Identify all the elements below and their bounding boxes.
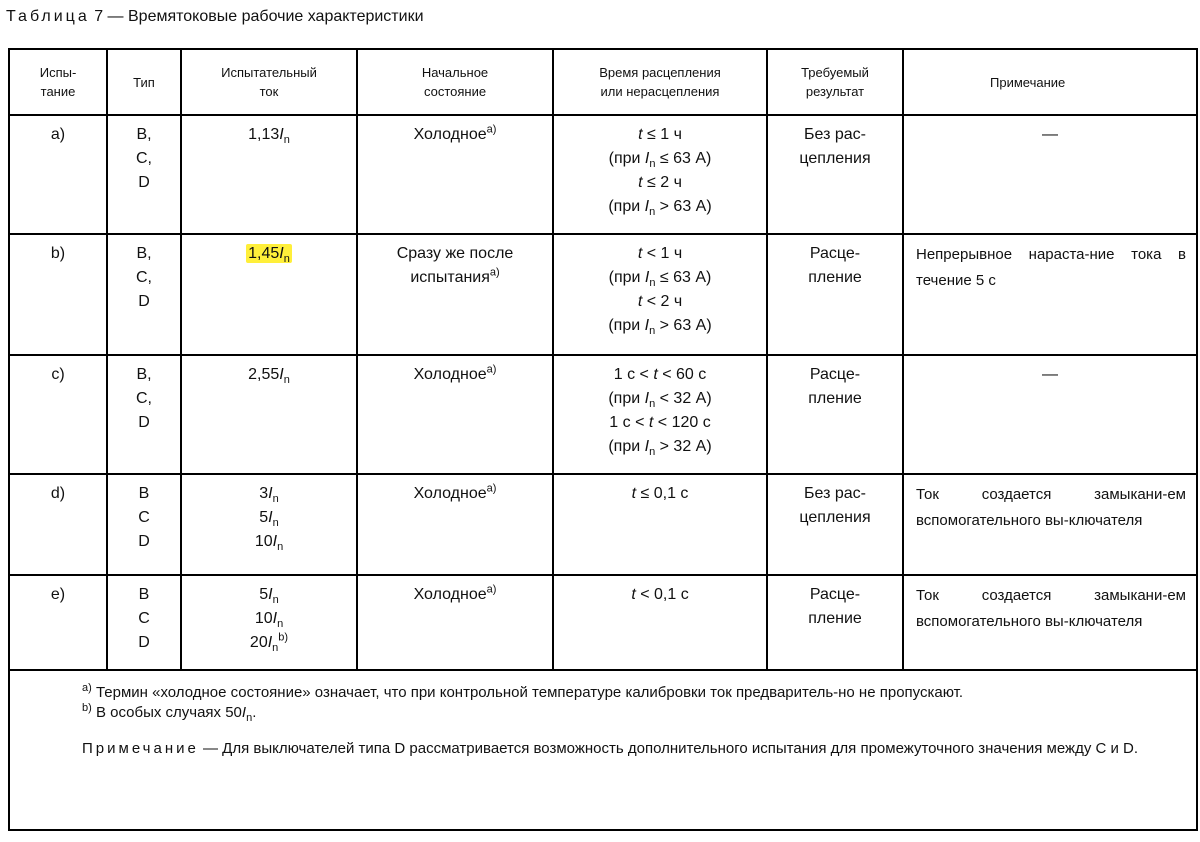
- table-note: Примечание — Для выключателей типа D рассматривается возможность дополнительного испытания для промежуточного значения между C и D.: [82, 740, 1139, 757]
- table-caption: [6, 8, 424, 26]
- current-cell: [181, 115, 357, 234]
- note-cell: —: [903, 355, 1197, 474]
- result-cell: Расце- пление: [767, 575, 903, 670]
- state-cell: Холодное$^{a)}$: [357, 355, 553, 474]
- header-type: Тип: [107, 49, 181, 115]
- caption-title: Времятоковые рабочие характеристики: [128, 8, 424, 25]
- current-cell: [181, 355, 357, 474]
- result-cell: Без рас- цепления: [767, 115, 903, 234]
- header-time: Время расцепления или нерасцепления: [553, 49, 767, 115]
- test-cell: d): [9, 474, 107, 575]
- table-row: [9, 115, 1197, 234]
- current-cell: $5I_n$ $10I_n$ $20I_n^{b)}$: [181, 575, 357, 670]
- table-row: [9, 474, 1197, 575]
- table-row: [9, 355, 1197, 474]
- current-value: $2,55I_n$: [248, 366, 290, 387]
- type-cell: B, C, D: [107, 115, 181, 234]
- test-cell: e): [9, 575, 107, 670]
- state-cell: Холодное$^{a)}$: [357, 575, 553, 670]
- footnotes-row: [9, 670, 1197, 830]
- type-cell: B C D: [107, 575, 181, 670]
- state-cell: Сразу же после испытания$^{a)}$: [357, 234, 553, 355]
- time-cell: t < 1 ч (при $I_n \le 63$ А) t < 2 ч (при $I_n > 63$ А): [553, 234, 767, 355]
- time-cell: 1 с < t < 60 с (при $I_n < 32$ А) 1 с < t < 120 с (при $I_n > 32$ А): [553, 355, 767, 474]
- result-cell: Расце- пление: [767, 234, 903, 355]
- current-value: $1,13I_n$: [248, 126, 290, 147]
- state-cell: Холодное$^{a)}$: [357, 115, 553, 234]
- caption-label: Таблица: [6, 8, 90, 25]
- type-cell: B, C, D: [107, 234, 181, 355]
- result-cell: Без рас- цепления: [767, 474, 903, 575]
- header-note: Примечание: [903, 49, 1197, 115]
- time-cell: t < 0,1 с: [553, 575, 767, 670]
- current-cell: $3I_n$ $5I_n$ $10I_n$: [181, 474, 357, 575]
- time-cell: t ≤ 0,1 с: [553, 474, 767, 575]
- type-cell: B, C, D: [107, 355, 181, 474]
- state-cell: Холодное$^{a)}$: [357, 474, 553, 575]
- test-cell: a): [9, 115, 107, 234]
- current-cell: [181, 234, 357, 355]
- header-test: Испы- тание: [9, 49, 107, 115]
- time-cell: t ≤ 1 ч (при $I_n \le 63$ А) t ≤ 2 ч (при $I_n > 63$ А): [553, 115, 767, 234]
- note-cell: Ток создается замыкани-ем вспомогательного вы-ключателя: [903, 575, 1197, 670]
- caption-dash: —: [107, 8, 124, 25]
- note-cell: Непрерывное нараста-ние тока в течение 5 с: [903, 234, 1197, 355]
- footnote-a: $^{a)}$ Термин «холодное состояние» означает, что при контрольной температуре калибровки ток предваритель-но не пропускают.: [82, 682, 964, 701]
- current-value-highlighted: $1,45I_n$: [248, 245, 290, 266]
- header-result: Требуемый результат: [767, 49, 903, 115]
- test-cell: b): [9, 234, 107, 355]
- test-cell: c): [9, 355, 107, 474]
- note-cell: —: [903, 115, 1197, 234]
- caption-number: 7: [94, 8, 104, 25]
- result-cell: Расце- пление: [767, 355, 903, 474]
- type-cell: B C D: [107, 474, 181, 575]
- table-row: [9, 234, 1197, 355]
- note-cell: Ток создается замыкани-ем вспомогательного вы-ключателя: [903, 474, 1197, 575]
- characteristics-table: [8, 48, 1198, 831]
- footnotes-cell: [9, 670, 1197, 830]
- table-row: [9, 575, 1197, 670]
- header-row: [9, 49, 1197, 115]
- header-initial-state: Начальное состояние: [357, 49, 553, 115]
- footnote-b: $^{b)}$ В особых случаях $50I_n$.: [82, 702, 257, 724]
- header-current: Испытательный ток: [181, 49, 357, 115]
